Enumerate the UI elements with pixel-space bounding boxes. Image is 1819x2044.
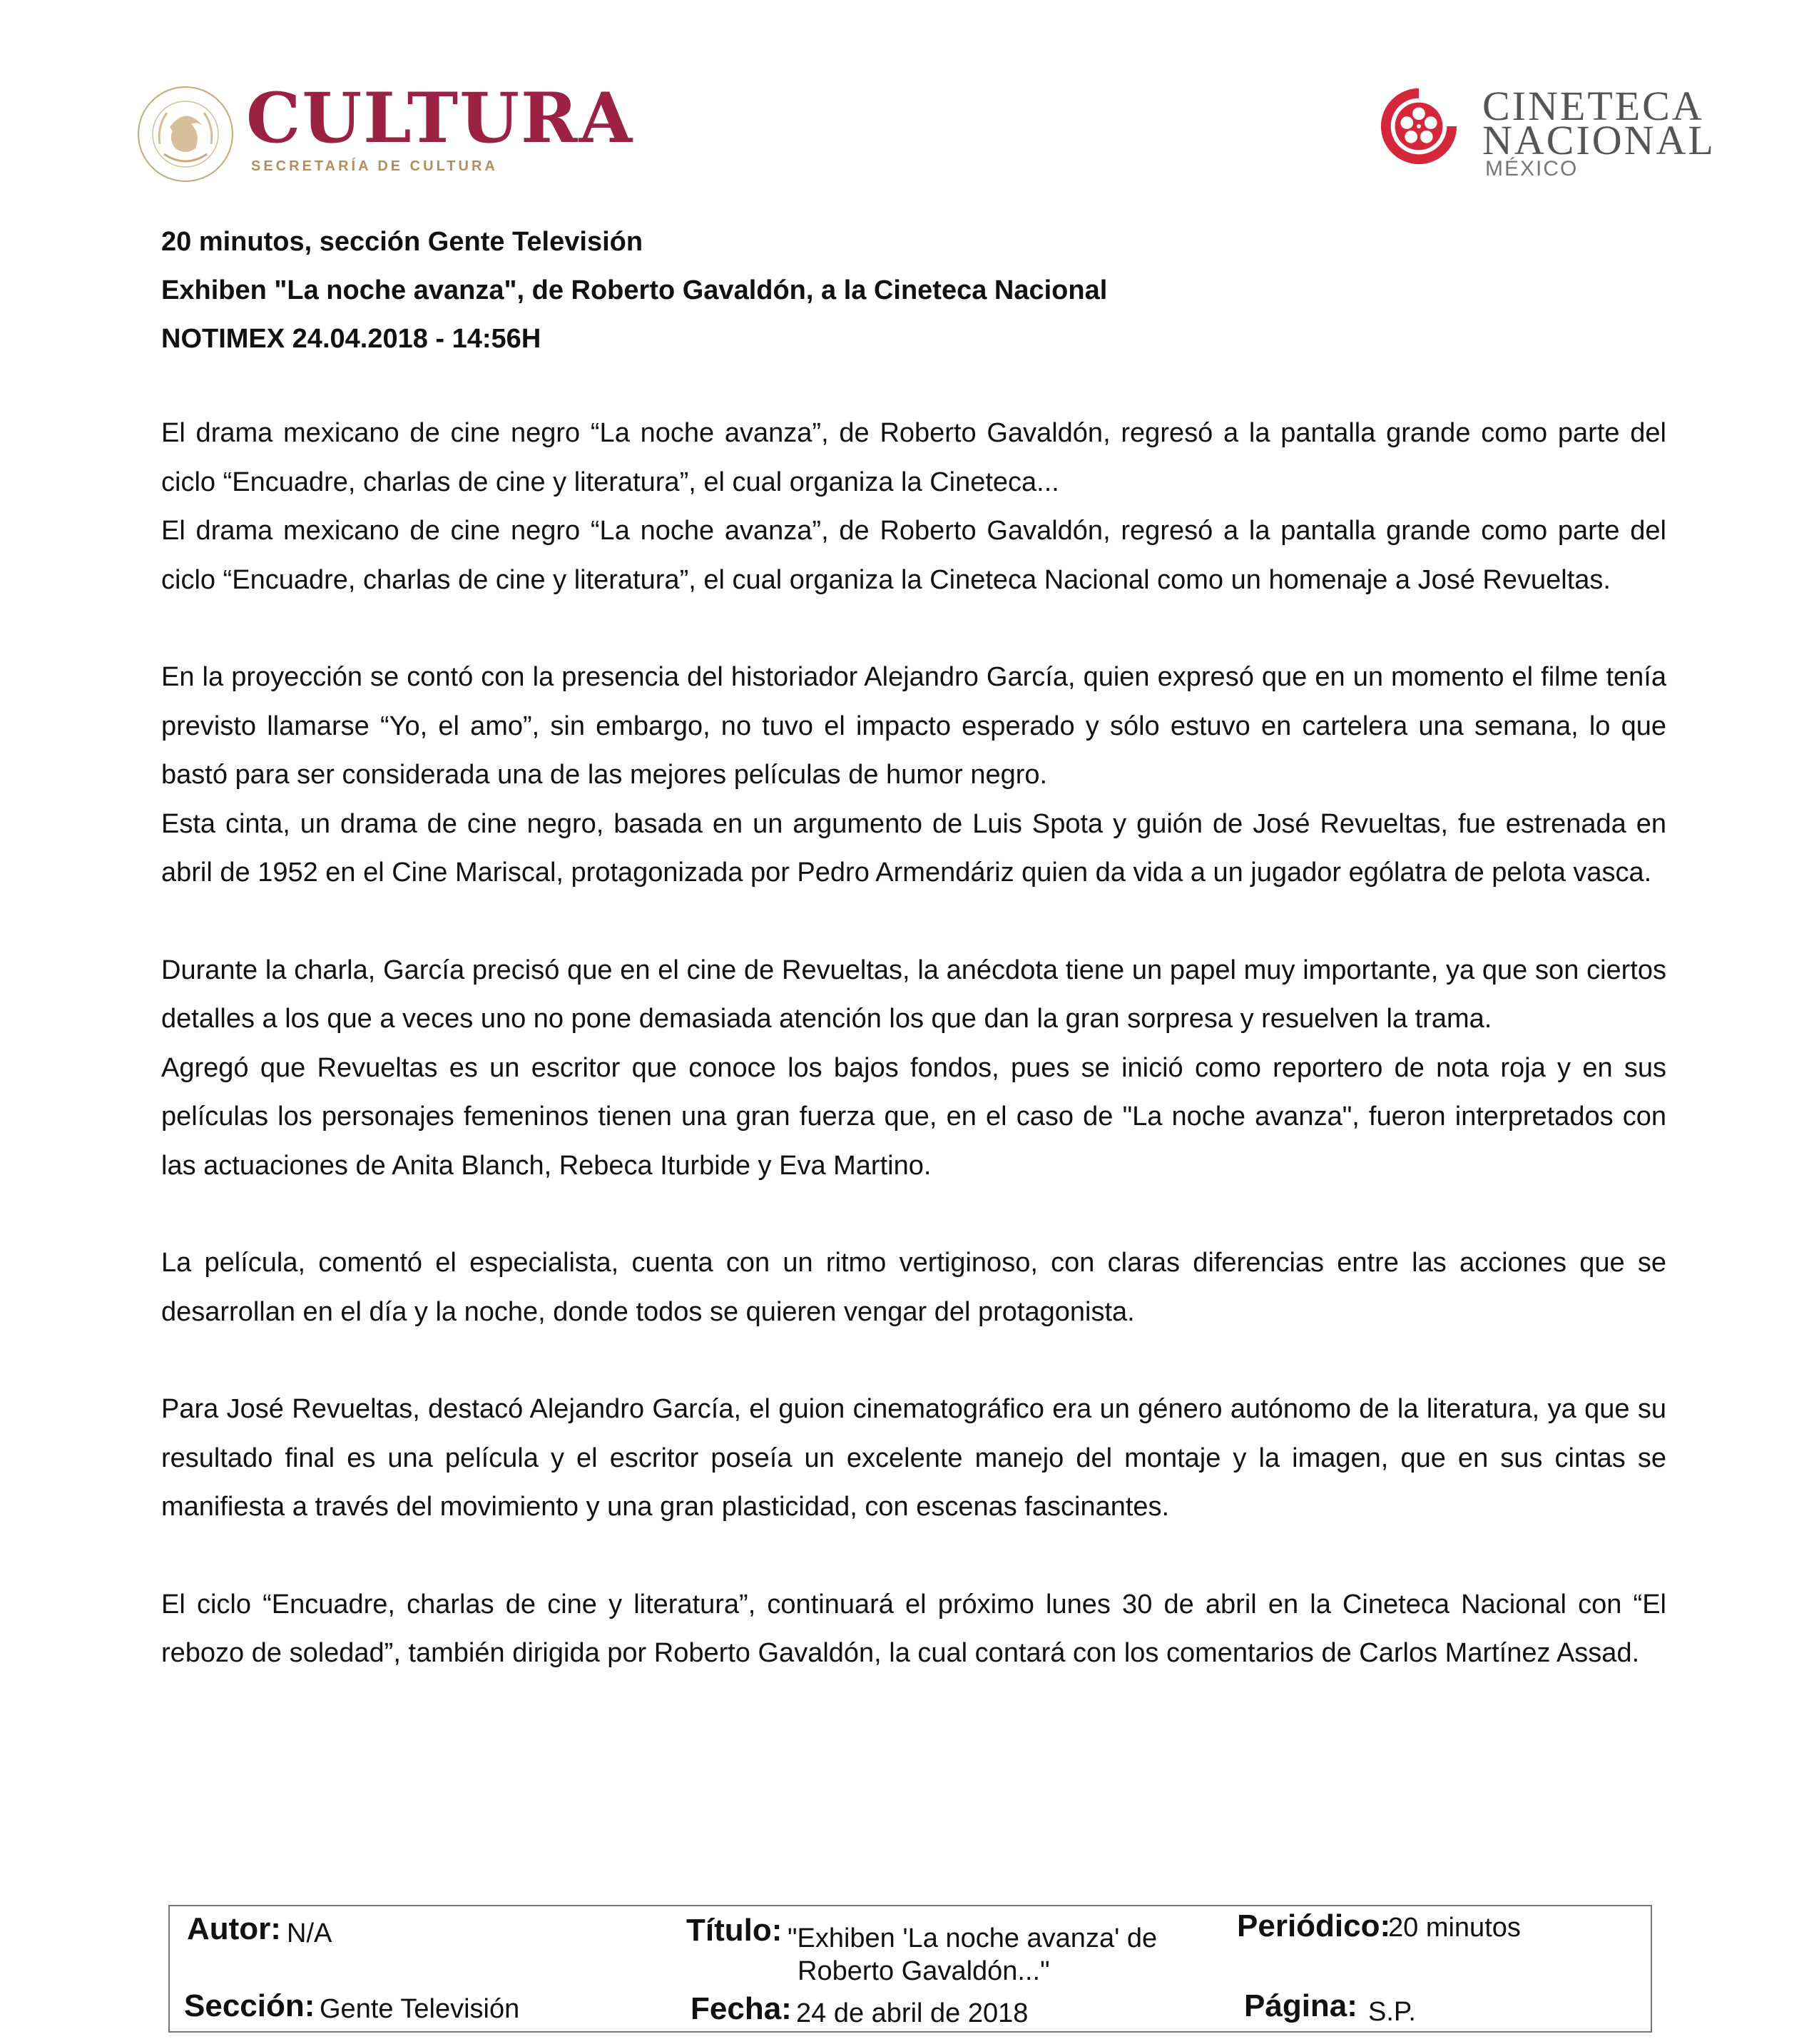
headline-source: 20 minutos, sección Gente Televisión: [161, 227, 643, 257]
autor-label: Autor:: [187, 1911, 281, 1946]
seccion-label: Sección:: [184, 1988, 315, 2023]
titulo-value: [788, 1922, 1216, 1988]
article-paragraph: Para José Revueltas, destacó Alejandro García, el guion cinematográfico era un género autónomo de la literatura, ya que su resultado final es una película y el escritor poseía un excelente manejo del montaje y la imagen, que en sus cintas se manifiesta a través del movimiento y una gran plasticidad, con escenas fascinantes.: [161, 1394, 1666, 1522]
pagina-label: Página:: [1244, 1988, 1357, 2023]
headline-title: Exhiben "La noche avanza", de Roberto Gavaldón, a la Cineteca Nacional: [161, 275, 1108, 305]
fecha-label: Fecha:: [691, 1991, 792, 2026]
headline: [161, 218, 1666, 363]
metadata-box: [168, 1905, 1652, 2033]
periodico-label: Periódico:: [1237, 1908, 1391, 1943]
mexico-word: MÉXICO: [1485, 157, 1579, 180]
article-paragraph: El drama mexicano de cine negro “La noche avanza”, de Roberto Gavaldón, regresó a la pantalla grande como parte del ciclo “Encuadre, charlas de cine y literatura”, el cual organiza la Cineteca...: [161, 418, 1666, 497]
article-paragraph: Esta cinta, un drama de cine negro, basada en un argumento de Luis Spota y guión de José Revueltas, fue estrenada en abril de 1952 en el Cine Mariscal, protagonizada por Pedro Armendáriz quien da vida a un jugador ególatra de pelota vasca.: [161, 808, 1666, 888]
autor-value: N/A: [287, 1918, 332, 1948]
article-paragraph: Durante la charla, García precisó que en el cine de Revueltas, la anécdota tiene un papel muy importante, ya que son ciertos detalles a los que a veces uno no pone demasiada atención los que dan la gran sorpresa y resuelven la trama.: [161, 955, 1666, 1034]
pagina-value: S.P.: [1368, 1997, 1416, 2027]
fecha-value: 24 de abril de 2018: [796, 1998, 1029, 2028]
article-paragraph: El ciclo “Encuadre, charlas de cine y literatura”, continuará el próximo lunes 30 de abril en la Cineteca Nacional con “El rebozo de soledad”, también dirigida por Roberto Gavaldón, la cual contará con los comentarios de Carlos Martínez Assad.: [161, 1589, 1666, 1668]
article-body: [161, 409, 1666, 1678]
article-paragraph: La película, comentó el especialista, cuenta con un ritmo vertiginoso, con claras diferencias entre las acciones que se desarrollan en el día y la noche, donde todos se quieren vengar del protagonista.: [161, 1248, 1666, 1327]
seccion-value: Gente Televisión: [320, 1994, 520, 2024]
cineteca-word: CINETECA: [1482, 83, 1704, 129]
cultura-wordmark: CULTURA: [246, 78, 634, 158]
cineteca-logo: [1377, 80, 1716, 180]
film-reel-icon: [1377, 84, 1461, 168]
headline-dateline: NOTIMEX 24.04.2018 - 14:56H: [161, 324, 541, 354]
titulo-value-line2: Roberto Gavaldón...": [798, 1956, 1050, 1986]
titulo-label: Título:: [686, 1913, 783, 1948]
article-paragraph: En la proyección se contó con la presencia del historiador Alejandro García, quien expresó que en un momento el filme tenía previsto llamarse “Yo, el amo”, sin embargo, no tuvo el impacto esperado y sólo estuvo en cartelera una semana, lo que bastó para ser considerada una de las mejores películas de humor negro.: [161, 662, 1666, 790]
article-paragraph: Agregó que Revueltas es un escritor que conoce los bajos fondos, pues se inició como reportero de nota roja y en sus películas los personajes femeninos tienen una gran fuerza que, en el caso de "La noche avanza", fueron interpretados con las actuaciones de Anita Blanch, Rebeca Iturbide y Eva Martino.: [161, 1052, 1666, 1181]
cultura-subtitle: SECRETARÍA DE CULTURA: [251, 158, 498, 174]
article-paragraph: El drama mexicano de cine negro “La noche avanza”, de Roberto Gavaldón, regresó a la pantalla grande como parte del ciclo “Encuadre, charlas de cine y literatura”, el cual organiza la Cineteca Nacional como un homenaje a José Revueltas.: [161, 516, 1666, 595]
periodico-value: 20 minutos: [1388, 1913, 1521, 1943]
nacional-word: NACIONAL: [1482, 117, 1716, 163]
mexican-seal-icon: [136, 84, 235, 184]
cultura-logo: [136, 78, 634, 184]
titulo-value-line1: "Exhiben 'La noche avanza' de: [788, 1923, 1158, 1953]
